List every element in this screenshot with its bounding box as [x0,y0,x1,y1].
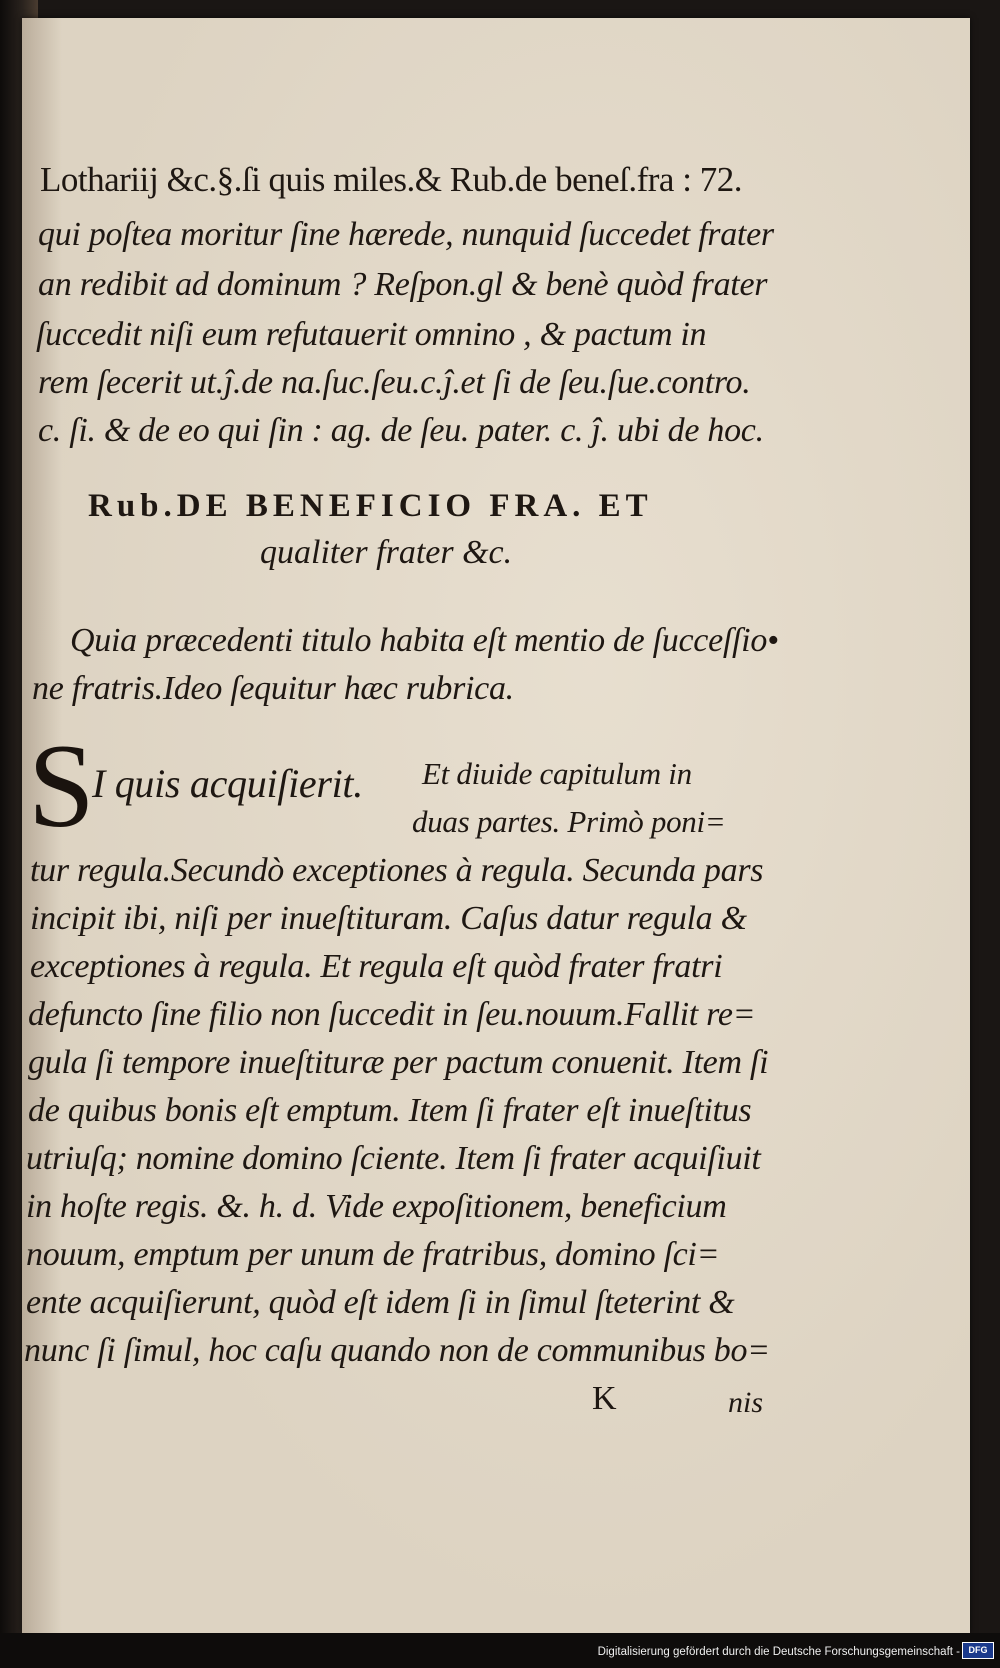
text-line: duas partes. Primò poni= [412,804,726,839]
text-line: incipit ibi, niſi per inueſtituram. Caſus datur regula & [30,900,747,937]
funding-credit: Digitalisierung gefördert durch die Deutsche Forschungsgemeinschaft - [597,1646,960,1658]
text-line: Et diuide capitulum in [422,756,692,791]
dfg-logo-icon: DFG [962,1642,994,1659]
text-line: nouum, emptum per unum de fratribus, domino ſci= [26,1236,720,1273]
intro-line: Quia præcedenti titulo habita eſt mentio de ſucceſſio• [70,622,779,659]
text-line: qui poſtea moritur ſine hærede, nunquid ſuccedet frater [38,216,774,253]
text-line: defuncto ſine filio non ſuccedit in ſeu.nouum.Fallit re= [28,996,756,1033]
catchword: nis [728,1386,764,1419]
drop-capital: S [28,719,95,852]
text-line: rem ſecerit ut.ĵ.de na.ſuc.ſeu.c.ĵ.et ſi de ſeu.ſue.contro. [38,364,751,401]
text-line: I quis acquiſierit. [92,761,363,806]
page-text-block [22,18,970,1633]
text-line: in hoſte regis. &. h. d. Vide expoſitionem, beneficium [26,1188,727,1225]
text-line: an redibit ad dominum ? Reſpon.gl & benè quòd frater [38,266,768,303]
signature-mark: K [592,1380,617,1417]
text-line: ente acquiſierunt, quòd eſt idem ſi in ſimul ſteterint & [26,1284,735,1321]
text-line: ſuccedit niſi eum refutauerit omnino , & pactum in [36,316,707,353]
text-line: tur regula.Secundò exceptiones à regula. Secunda pars [30,852,764,889]
text-line: exceptiones à regula. Et regula eſt quòd frater fratri [30,948,723,985]
book-page [22,18,970,1633]
text-line: nunc ſi ſimul, hoc caſu quando non de communibus bo= [24,1332,770,1369]
section-subheading: qualiter frater &c. [260,534,513,571]
text-line: gula ſi tempore inueſtituræ per pactum conuenit. Item ſi [28,1044,769,1081]
footer-bar [0,1633,1000,1668]
running-header-line: Lothariĳ &c.§.ſi quis miles.& Rub.de beneſ.fra : 72. [40,160,742,199]
text-line: utriuſq; nomine domino ſciente. Item ſi frater acquiſiuit [26,1140,761,1177]
text-line: c. ſi. & de eo qui ſin : ag. de ſeu. pater. c. ĵ. ubi de hoc. [38,412,764,449]
intro-line: ne fratris.Ideo ſequitur hæc rubrica. [32,670,514,707]
section-heading: Rub.DE BENEFICIO FRA. ET [88,488,653,524]
text-line: de quibus bonis eſt emptum. Item ſi frater eſt inueſtitus [28,1092,752,1129]
